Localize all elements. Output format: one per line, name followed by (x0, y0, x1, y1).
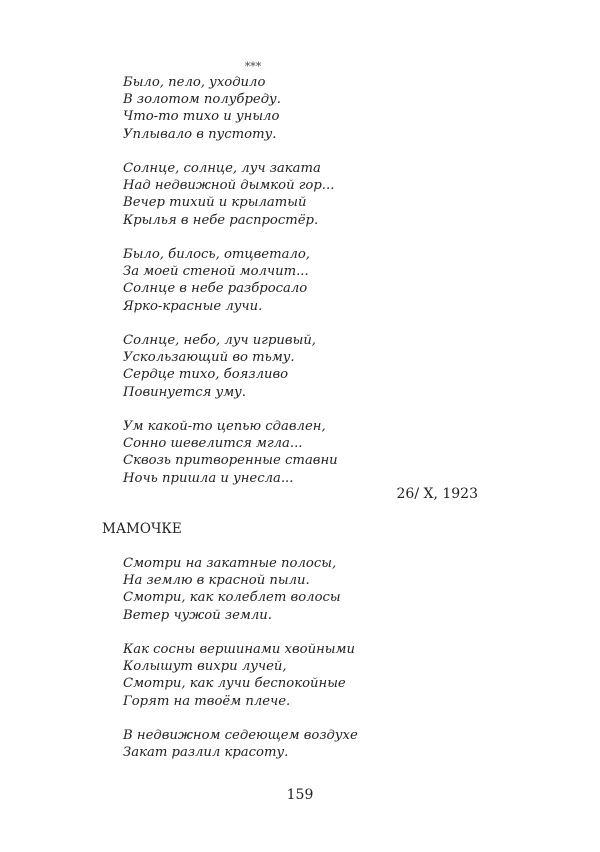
verse-line: Колышут вихри лучей, (123, 659, 287, 675)
verse-line: Сердце тихо, боязливо (123, 367, 289, 383)
verse-line: Сквозь притворенные ставни (123, 453, 338, 469)
verse-line: Солнце, солнце, луч заката (123, 161, 321, 176)
poem-mamochke (123, 555, 358, 779)
stanza (123, 74, 338, 143)
stanza (123, 418, 338, 487)
stanza (123, 641, 358, 710)
verse-line: Что-то тихо и уныло (123, 109, 280, 125)
verse-line: Смотри на закатные полосы, (123, 556, 337, 571)
verse-line: Горят на твоём плече. (123, 693, 291, 709)
verse-line: Было, билось, отцветало, (123, 247, 311, 262)
verse-line: Сонно шевелится мгла... (123, 436, 303, 452)
poem-untitled (123, 74, 338, 504)
verse-line: Как сосны вершинами хвойными (123, 642, 355, 657)
verse-line: Уплывало в пустоту. (123, 126, 277, 142)
verse-line: Ум какой-то цепью сдавлен, (123, 419, 326, 434)
poem-title: МАМОЧКЕ (102, 521, 182, 537)
verse-line: Крылья в небе распростёр. (123, 212, 319, 228)
stanza (123, 246, 338, 315)
verse-line: Смотри, как колеблет волосы (123, 590, 341, 606)
verse-line: Ветер чужой земли. (123, 607, 272, 623)
verse-line: Закат разлил красоту. (123, 745, 289, 761)
page-number: 159 (286, 787, 314, 803)
verse-line: Ночь пришла и унесла... (123, 470, 294, 486)
poem-date: 26/ X, 1923 (396, 486, 478, 502)
verse-line: Вечер тихий и крылатый (123, 195, 307, 211)
verse-line: Солнце в небе разбросало (123, 281, 308, 297)
stanza (123, 332, 338, 401)
verse-line: Ярко-красные лучи. (123, 298, 263, 314)
verse-line: В недвижном седеющем воздухе (123, 728, 358, 743)
verse-line: Было, пело, уходило (123, 75, 266, 90)
verse-line: Смотри, как лучи беспокойные (123, 676, 346, 692)
stanza (123, 160, 338, 229)
verse-line: Ускользающий во тьму. (123, 350, 295, 366)
verse-line: На землю в красной пыли. (123, 573, 310, 589)
verse-line: За моей стеной молчит... (123, 264, 309, 280)
poem-separator: *** (244, 60, 262, 73)
stanza (123, 555, 358, 624)
verse-line: Солнце, небо, луч игривый, (123, 333, 317, 348)
verse-line: Повинуется уму. (123, 384, 246, 400)
verse-line: В золотом полубреду. (123, 92, 281, 108)
verse-line: Над недвижной дымкой гор... (123, 178, 335, 194)
stanza (123, 727, 358, 761)
